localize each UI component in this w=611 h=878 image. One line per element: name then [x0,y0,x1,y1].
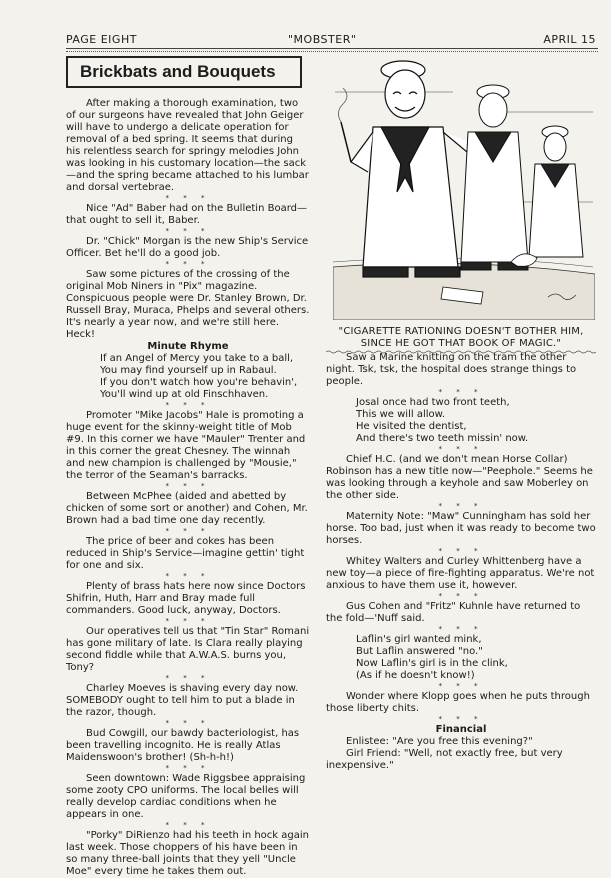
dialog-line: Girl Friend: "Well, not exactly free, but very inexpensive." [326,748,563,771]
right-column [326,352,596,772]
article-paragraph: After making a thorough examination, two of our surgeons have revealed that John Geiger will have to undergo a delicate operation for removal of a bed spring. It seems that during his relentless search for springy melodies John was looking in his customary location—the sack—and the spring became attached to his lumbar and dorsal vertebrae. [66,98,309,193]
separator-stars: * * * [165,527,211,535]
poem-line: And there's two teeth missin' now. [356,433,529,444]
poem-line: This we will allow. [356,409,446,420]
separator-stars: * * * [165,260,211,268]
article-paragraph: Bud Cowgill, our bawdy bacteriologist, has been travelling incognito. He is really Atlas Maidenswoon's brother! (Sh-h-h!) [66,728,300,763]
poem-line: He visited the dentist, [356,421,467,432]
separator-stars: * * * [438,388,484,396]
separator-stars: * * * [438,445,484,453]
separator-stars: * * * [438,592,484,600]
article-paragraph: Saw a Marine knitting on the tram the other night. Tsk, tsk, the hospital does strange things to people. [326,352,577,387]
separator-stars: * * * [165,401,211,409]
article-paragraph: Promoter "Mike Jacobs" Hale is promoting a huge event for the skinny-weight title of Mob #9. In this corner we have "Mauler" Trenter and in this corner the great Chesney. The winnah and new champion is challenged by "Mousie," the terror of the Seaman's barracks. [66,410,306,481]
article-paragraph: Dr. "Chick" Morgan is the new Ship's Service Officer. Bet he'll do a good job. [66,236,309,259]
separator-stars: * * * [165,572,211,580]
cartoon-caption: "CIGARETTE RATIONING DOESN'T BOTHER HIM, SINCE HE GOT THAT BOOK OF MAGIC." [338,326,584,349]
financial-title: Financial [435,724,487,735]
poem-line: Josal once had two front teeth, [356,397,510,408]
poem-line: You may find yourself up in Rabaul. [100,365,277,376]
poem-line: You'll wind up at old Finschhaven. [100,389,269,400]
header-rule [66,48,598,49]
article-paragraph: The price of beer and cokes has been reduced in Ship's Service—imagine gettin' tight for one and six. [66,536,305,571]
page-number-label: PAGE EIGHT [66,33,137,46]
article-paragraph: Between McPhee (aided and abetted by chicken of some sort or another) and Cohen, Mr. Brown had a bad time one day recently. [66,491,308,526]
separator-stars: * * * [438,547,484,555]
poem-line: Laflin's girl wanted mink, [356,634,482,645]
article-paragraph: Our operatives tell us that "Tin Star" Romani has gone military of late. Is Clara really playing second fiddle while that A.W.A.S. burns you, Tony? [66,626,310,673]
article-paragraph: Plenty of brass hats here now since Doctors Shifrin, Huth, Harr and Bray made full commanders. Good luck, anyway, Doctors. [66,581,306,616]
poem-line: If an Angel of Mercy you take to a ball, [100,353,294,364]
separator-stars: * * * [438,502,484,510]
poem-line: But Laflin answered "no." [356,646,483,657]
poem-line: (As if he doesn't know!) [356,670,475,681]
separator-stars: * * * [165,227,211,235]
poem-line: Now Laflin's girl is in the clink, [356,658,508,669]
article-paragraph: Seen downtown: Wade Riggsbee appraising some zooty CPO uniforms. The local belles will really develop cardiac conditions when he appears in one. [66,773,306,820]
column-title: Brickbats and Bouquets [80,62,276,81]
article-paragraph: Nice "Ad" Baber had on the Bulletin Board—that ought to sell it, Baber. [66,203,307,226]
publication-name: "MOBSTER" [288,33,357,46]
article-paragraph: Charley Moeves is shaving every day now. SOMEBODY ought to tell him to put a blade in the razor, though. [66,683,299,718]
left-column [66,56,310,878]
column-title-box [66,56,302,88]
separator-stars: * * * [165,482,211,490]
article-paragraph: "Porky" DiRienzo had his teeth in hock again last week. Those choppers of his have been in so many three-ball joints that they yell "Uncle Moe" every time he takes them out. [66,830,309,877]
issue-date: APRIL 15 [543,33,596,46]
separator-stars: * * * [438,715,484,723]
separator-stars: * * * [165,719,211,727]
separator-stars: * * * [438,682,484,690]
separator-stars: * * * [438,625,484,633]
dialog-line: Enlistee: "Are you free this evening?" [346,736,533,747]
separator-stars: * * * [165,821,211,829]
article-paragraph: Chief H.C. (and we don't mean Horse Collar) Robinson has a new title now—"Peephole." Seems he was looking through a keyhole and saw Moberley on the other side. [326,454,593,501]
article-paragraph: Maternity Note: "Maw" Cunningham has sold her horse. Too bad, just when it was ready to become two horses. [326,511,596,546]
sailors-cartoon-illustration [333,52,595,320]
separator-stars: * * * [165,617,211,625]
article-paragraph: Gus Cohen and "Fritz" Kuhnle have returned to the fold—'Nuff said. [326,601,581,624]
article-paragraph: Whitey Walters and Curley Whittenberg have a new toy—a piece of fire-fighting apparatus. We're not anxious to have them use it, however. [326,556,595,591]
separator-stars: * * * [165,764,211,772]
separator-stars: * * * [165,674,211,682]
minute-rhyme-title: Minute Rhyme [147,341,229,352]
article-paragraph: Wonder where Klopp goes when he puts through those liberty chits. [326,691,590,714]
poem-line: If you don't watch how you're behavin', [100,377,298,388]
article-paragraph: Saw some pictures of the crossing of the original Mob Niners in "Pix" magazine. Conspicuous people were Dr. Stanley Brown, Dr. Russell Bray, Muraca, Phelps and several others. It's nearly a year now, and we're still here. Heck! [66,269,310,340]
separator-stars: * * * [165,194,211,202]
